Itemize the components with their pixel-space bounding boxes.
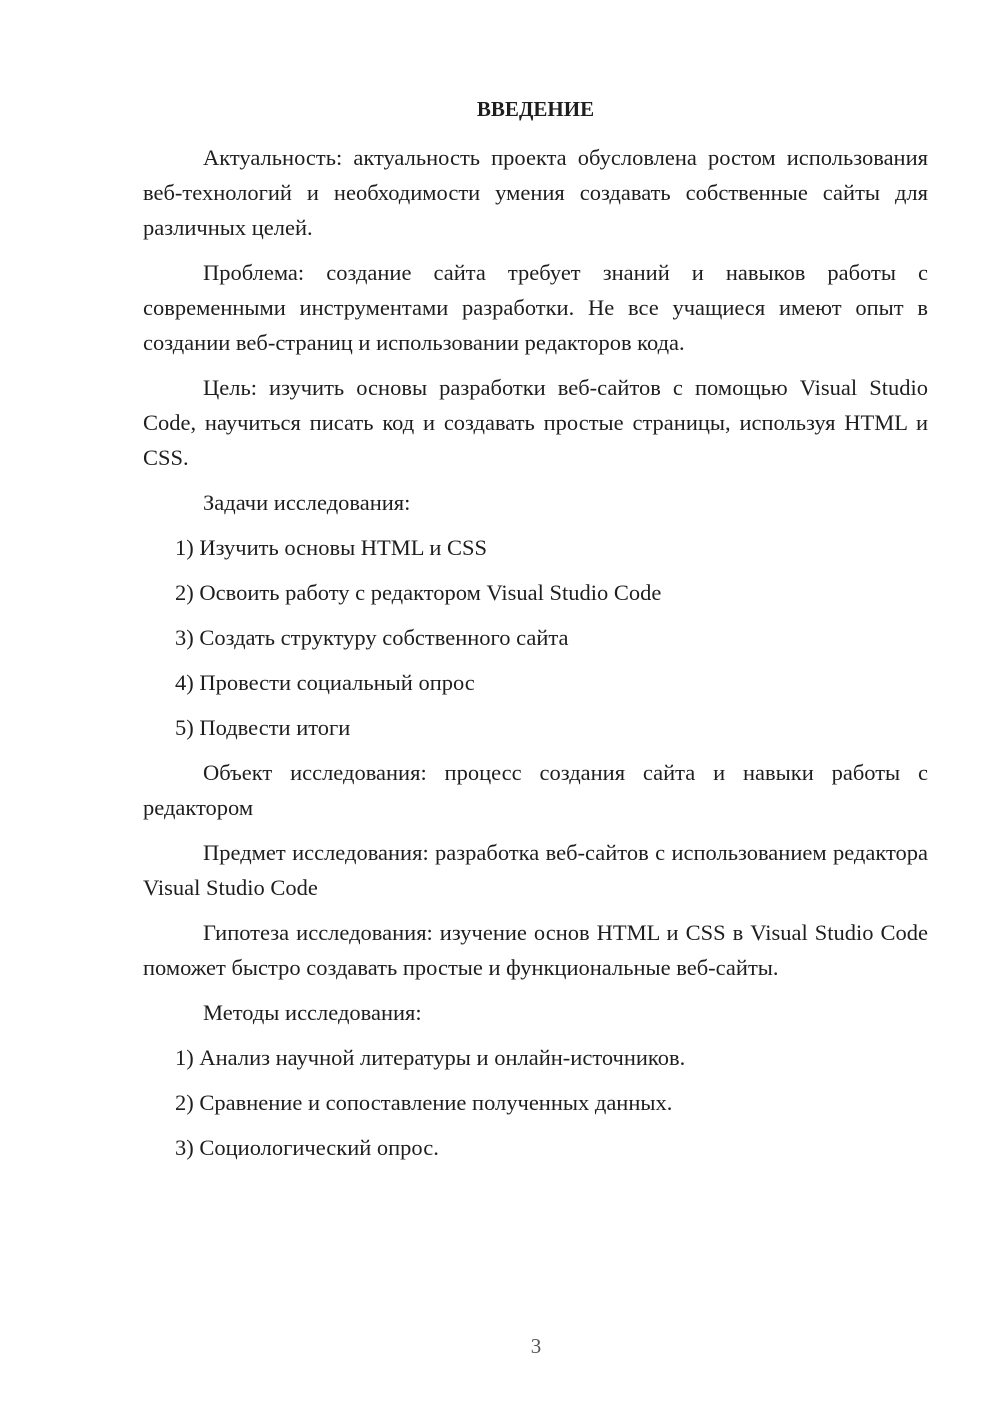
- list-item: 3) Социологический опрос.: [175, 1135, 439, 1160]
- goal-paragraph: Цель: изучить основы разработки веб-сайтов с помощью Visual Studio Code, научиться писать код и создавать простые страницы, используя HTML и CSS.: [143, 375, 928, 470]
- methods-heading: Методы исследования:: [203, 1000, 422, 1025]
- hypothesis-paragraph: Гипотеза исследования: изучение основ HTML и CSS в Visual Studio Code поможет быстро создавать простые и функциональные веб-сайты.: [143, 920, 928, 980]
- list-item: 3) Создать структуру собственного сайта: [175, 625, 569, 650]
- page-number: 3: [530, 1334, 542, 1358]
- list-item: 1) Изучить основы HTML и CSS: [175, 535, 488, 560]
- relevance-paragraph: Актуальность: актуальность проекта обусловлена ростом использования веб-технологий и необходимости умения создавать собственные сайты для различных целей.: [143, 145, 928, 240]
- list-item: 4) Провести социальный опрос: [175, 670, 475, 695]
- tasks-list: [143, 530, 928, 745]
- object-paragraph: Объект исследования: процесс создания сайта и навыки работы с редактором: [143, 760, 928, 820]
- problem-paragraph: Проблема: создание сайта требует знаний и навыков работы с современными инструментами разработки. Не все учащиеся имеют опыт в создании веб-страниц и использовании редакторов кода.: [143, 260, 928, 355]
- list-item: 2) Сравнение и сопоставление полученных данных.: [175, 1090, 673, 1115]
- list-item: 5) Подвести итоги: [175, 715, 351, 740]
- section-title: ВВЕДЕНИЕ: [476, 97, 595, 121]
- subject-paragraph: Предмет исследования: разработка веб-сайтов с использованием редактора Visual Studio Code: [143, 840, 928, 900]
- list-item: 2) Освоить работу с редактором Visual Studio Code: [175, 580, 662, 605]
- methods-list: [143, 1040, 928, 1165]
- list-item: 1) Анализ научной литературы и онлайн-источников.: [175, 1045, 686, 1070]
- document-page: [143, 92, 928, 1175]
- tasks-heading: Задачи исследования:: [203, 490, 411, 515]
